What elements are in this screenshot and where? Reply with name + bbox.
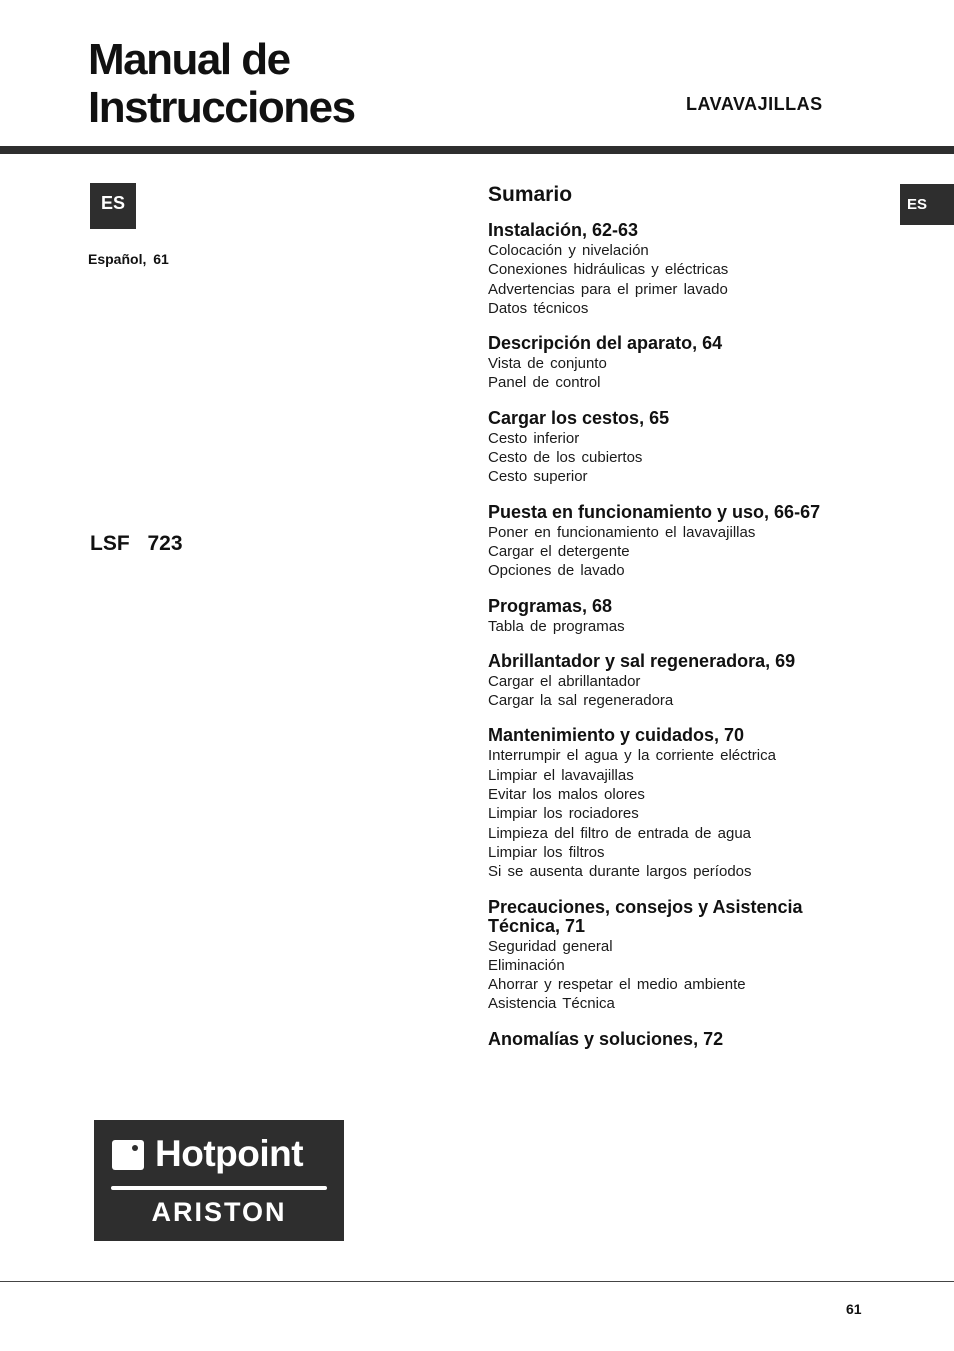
toc-item: Tabla de programas <box>488 617 625 635</box>
model-number: LSF 723 <box>90 532 183 555</box>
toc-item-list <box>488 241 848 318</box>
footer-divider <box>0 1281 954 1282</box>
language-badge-label: ES <box>100 192 125 213</box>
toc-item: Evitar los malos olores <box>488 786 645 804</box>
toc-section-title: Instalación, 62-63 <box>488 220 639 240</box>
side-tab-label: ES <box>907 196 928 213</box>
toc-item: Ahorrar y respetar el medio ambiente <box>488 976 746 994</box>
toc-section <box>488 503 848 581</box>
toc-section <box>488 409 848 487</box>
logo-wordmark-primary: Hotpoint <box>155 1133 304 1174</box>
toc-item: Eliminación <box>488 956 565 974</box>
toc-item: Cargar el detergente <box>488 542 630 560</box>
language-index: Español, 61 <box>88 251 169 267</box>
toc-item: Panel de control <box>488 374 601 392</box>
toc-section-title: Cargar los cestos, 65 <box>488 407 670 428</box>
toc-item: Advertencias para el primer lavado <box>488 280 728 298</box>
toc-item: Cesto inferior <box>488 429 580 447</box>
toc-item-list <box>488 523 848 581</box>
toc-section-title: Abrillantador y sal regeneradora, 69 <box>488 650 796 671</box>
toc-item: Limpiar el lavavajillas <box>488 766 634 784</box>
toc-section <box>488 1030 848 1049</box>
toc-item-list <box>488 354 848 393</box>
toc-item: Poner en funcionamiento el lavavajillas <box>488 523 756 541</box>
toc-section-title: Programas, 68 <box>488 595 613 616</box>
language-side-tab <box>900 184 954 225</box>
title-line-2: Instrucciones <box>88 83 355 132</box>
toc-section-title: Precauciones, consejos y Asistencia Técnica, 71 <box>488 896 803 936</box>
table-of-contents <box>488 182 848 1065</box>
toc-item: Vista de conjunto <box>488 355 607 373</box>
toc-item: Limpiar los rociadores <box>488 805 639 823</box>
toc-item: Interrumpir el agua y la corriente eléctrica <box>488 747 776 765</box>
title-line-1: Manual de <box>88 35 290 84</box>
hotpoint-ariston-logo <box>94 1120 344 1241</box>
toc-section <box>488 652 848 711</box>
toc-section <box>488 221 848 318</box>
toc-item: Datos técnicos <box>488 299 589 317</box>
toc-item-list <box>488 429 848 487</box>
toc-item: Limpiar los filtros <box>488 843 605 861</box>
logo-separator <box>111 1186 327 1190</box>
toc-section <box>488 597 848 636</box>
toc-sections <box>488 221 848 1049</box>
toc-item-list <box>488 746 848 881</box>
toc-item: Asistencia Técnica <box>488 995 615 1013</box>
toc-item: Cargar el abrillantador <box>488 672 641 690</box>
toc-section-title: Puesta en funcionamiento y uso, 66-67 <box>488 501 821 522</box>
toc-item: Cargar la sal regeneradora <box>488 692 674 710</box>
toc-section <box>488 334 848 393</box>
toc-item: Limpieza del filtro de entrada de agua <box>488 824 752 842</box>
toc-section-title: Anomalías y soluciones, 72 <box>488 1028 724 1049</box>
toc-section <box>488 726 848 881</box>
logo-square-icon <box>112 1140 144 1170</box>
toc-heading: Sumario <box>488 183 573 206</box>
toc-section-title: Mantenimiento y cuidados, 70 <box>488 725 745 746</box>
product-type: LAVAVAJILLAS <box>686 94 823 114</box>
manual-title <box>88 36 355 132</box>
logo-wordmark-secondary: ARISTON <box>151 1197 287 1227</box>
toc-item: Cesto de los cubiertos <box>488 449 643 467</box>
toc-item: Seguridad general <box>488 937 613 955</box>
toc-item: Cesto superior <box>488 468 588 486</box>
page-number: 61 <box>846 1301 862 1317</box>
toc-item-list <box>488 937 848 1014</box>
toc-item: Colocación y nivelación <box>488 242 649 259</box>
toc-section-title: Descripción del aparato, 64 <box>488 333 723 354</box>
toc-item: Opciones de lavado <box>488 562 625 580</box>
toc-item-list <box>488 617 848 636</box>
language-badge <box>90 183 136 229</box>
toc-item-list <box>488 672 848 711</box>
toc-section <box>488 898 848 1014</box>
toc-item: Si se ausenta durante largos períodos <box>488 863 752 881</box>
header-divider <box>0 146 954 154</box>
toc-item: Conexiones hidráulicas y eléctricas <box>488 261 729 279</box>
